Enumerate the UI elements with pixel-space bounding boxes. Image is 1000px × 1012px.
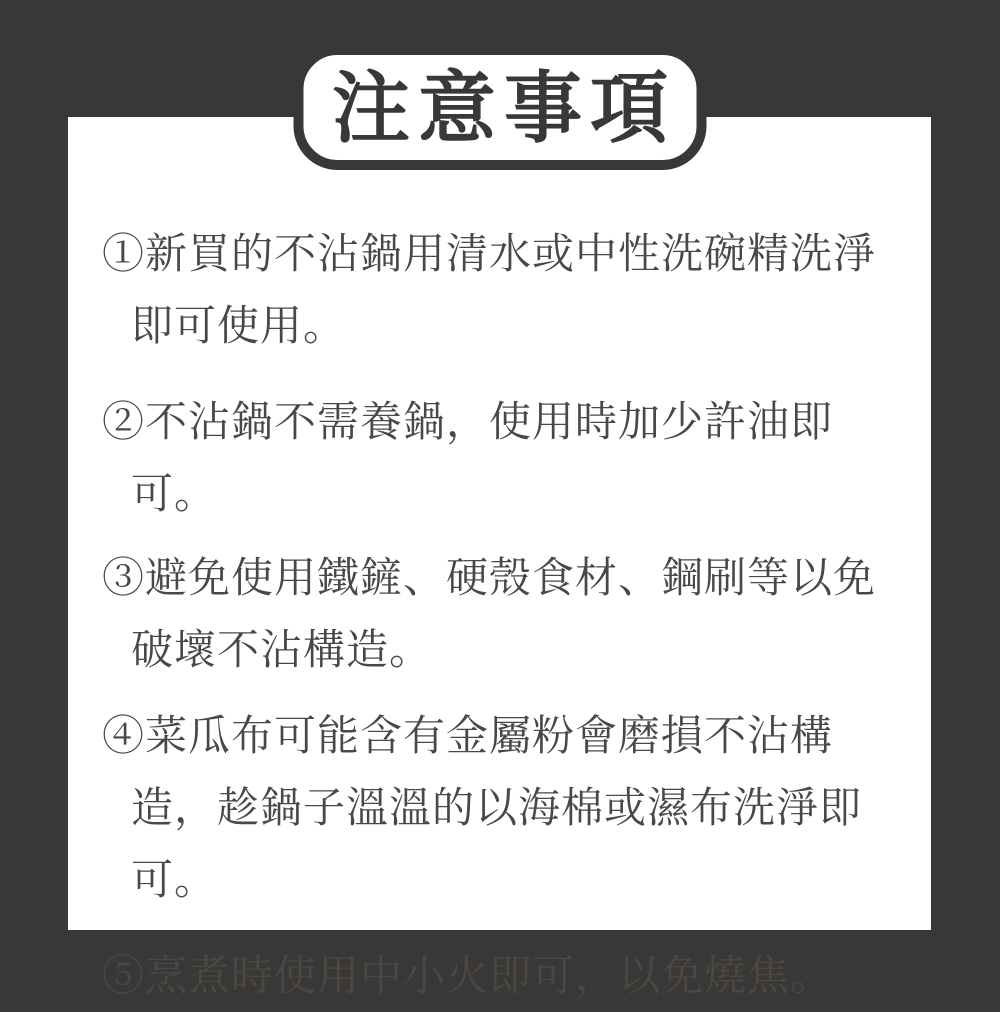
- list-item: [102, 386, 902, 530]
- item-number: ⑤: [102, 952, 146, 999]
- title-badge: [294, 45, 707, 170]
- item-text: 菜瓜布可能含有金屬粉會磨損不沾構造，趁鍋子溫溫的以海棉或濕布洗淨即可。: [131, 712, 863, 903]
- item-text: 烹煮時使用中小火即可，以免燒焦。: [145, 952, 834, 999]
- item-number: ②: [102, 398, 146, 445]
- list-item: [102, 542, 902, 686]
- item-number: ④: [102, 712, 146, 759]
- list-item: [102, 700, 902, 916]
- item-text: 新買的不沾鍋用清水或中性洗碗精洗淨即可使用。: [131, 230, 877, 349]
- list-item: [102, 940, 902, 1012]
- list-item: [102, 218, 902, 362]
- item-text: 避免使用鐵鏟、硬殼食材、鋼刷等以免破壞不沾構造。: [131, 554, 877, 673]
- item-text: 不沾鍋不需養鍋，使用時加少許油即可。: [131, 398, 834, 517]
- item-number: ①: [102, 230, 146, 277]
- page-title: 注意事項: [331, 63, 676, 152]
- notes-list: [102, 218, 902, 1012]
- item-number: ③: [102, 554, 146, 601]
